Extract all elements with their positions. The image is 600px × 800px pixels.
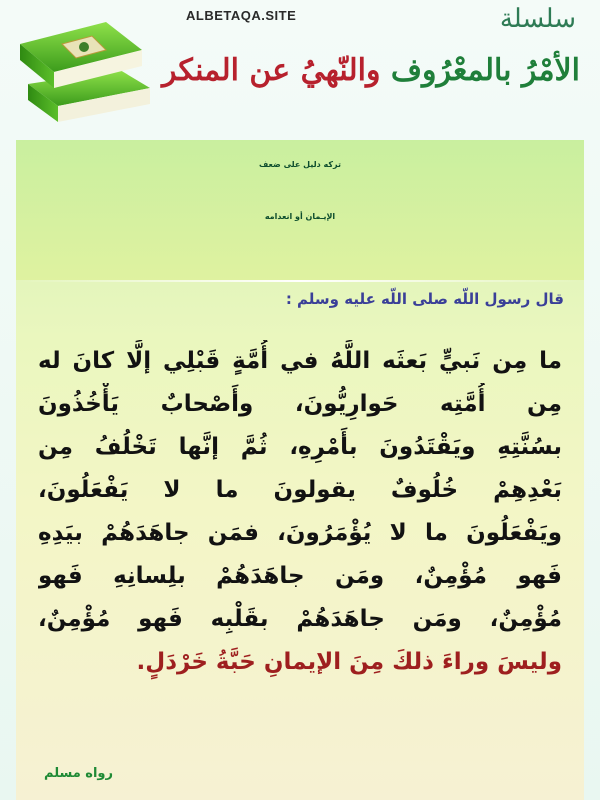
hadith-line: بسُنَّتِهِ ويَقْتَدُونَ بأَمْرِهِ، ثُمَّ إنَّها تَخْلُفُ مِن bbox=[38, 434, 562, 460]
panel-divider bbox=[16, 280, 584, 282]
header-banner bbox=[0, 0, 600, 140]
site-label: ALBETAQA.SITE bbox=[186, 8, 297, 23]
hadith-final-line: وليسَ وراءَ ذلكَ مِنَ الإيمانِ حَبَّةُ خَرْدَلٍ. bbox=[136, 649, 562, 675]
hadith-text bbox=[38, 340, 562, 684]
series-title-part1: الأمْرُ بالمعْرُوف bbox=[390, 53, 580, 88]
series-title bbox=[162, 36, 580, 106]
series-label: سلسلة bbox=[499, 4, 576, 34]
hadith-line: ويَفْعَلُونَ ما لا يُؤْمَرُونَ، فمَن جاهَدَهُمْ بيَدِهِ bbox=[38, 520, 562, 546]
hadith-line: فَهو مُؤْمِنٌ، ومَن جاهَدَهُمْ بلِسانِهِ فَهو bbox=[38, 563, 562, 589]
hadith-intro: قال رسول اللّه صلى اللّه عليه وسلم : bbox=[285, 290, 564, 308]
hadith-source: رواه مسلم bbox=[44, 766, 113, 781]
content-panel bbox=[16, 140, 584, 800]
topic-line-1: تركه دليل على ضعف bbox=[259, 160, 341, 169]
green-books-icon bbox=[10, 14, 160, 132]
hadith-line: ما مِن نَبيٍّ بَعثَه اللَّهُ في أُمَّةٍ قَبْلِي إلَّا كانَ له bbox=[38, 348, 562, 374]
topic-line-2: الإيـمان أو انعدامه bbox=[264, 212, 336, 221]
hadith-line: بَعْدِهِمْ خُلُوفٌ يقولونَ ما لا يَفْعَلُونَ، bbox=[38, 477, 562, 503]
series-title-part2: والنّهيُ عن المنكر bbox=[161, 53, 381, 88]
topic-header bbox=[16, 140, 584, 280]
hadith-line: مُؤْمِنٌ، ومَن جاهَدَهُمْ بقَلْبِه فَهو مُؤْمِنٌ، bbox=[38, 606, 562, 632]
hadith-line: مِن أُمَّتِه حَوارِيُّونَ، وأَصْحابٌ يَأْخُذُونَ bbox=[38, 391, 562, 417]
